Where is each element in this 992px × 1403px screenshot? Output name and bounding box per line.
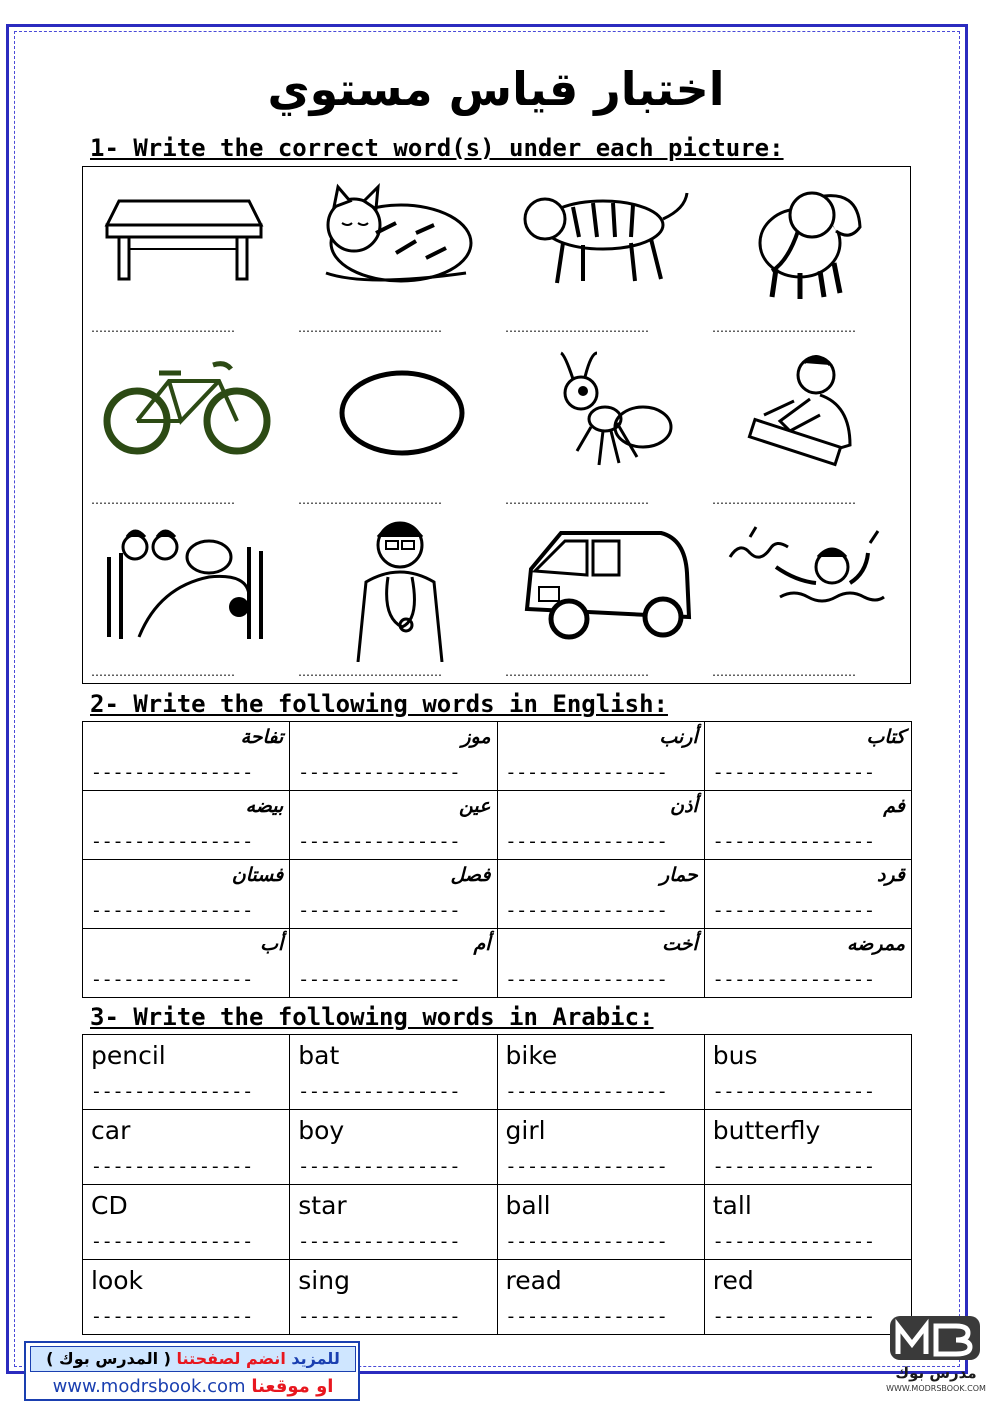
english-word: sing	[298, 1266, 350, 1295]
answer-line: ---------------	[712, 902, 875, 922]
answer-line: ---------------	[91, 902, 254, 922]
site-link[interactable]: www.modrsbook.com	[52, 1376, 246, 1397]
answer-line: ---------------	[505, 1233, 668, 1253]
elephant-icon	[720, 173, 890, 303]
picture-cell	[704, 339, 911, 511]
answer-line: ---------------	[91, 1083, 254, 1103]
table-cell[interactable]	[497, 929, 704, 998]
picture-cell	[83, 339, 290, 511]
picture-cell	[83, 511, 290, 683]
table-cell[interactable]	[497, 791, 704, 860]
table-cell[interactable]	[497, 1035, 704, 1110]
table-row	[83, 791, 912, 860]
table-row	[83, 722, 912, 791]
answer-line: ---------------	[91, 1308, 254, 1328]
table-icon	[99, 173, 269, 293]
answer-line[interactable]: ………………………………	[298, 665, 442, 679]
arabic-word: كتاب	[866, 726, 905, 748]
english-word: ball	[505, 1191, 551, 1220]
zoo-icon	[99, 517, 274, 647]
arabic-word: أخت	[662, 933, 698, 955]
answer-line: ---------------	[298, 902, 461, 922]
answer-line[interactable]: ………………………………	[505, 321, 649, 335]
arabic-word: أذن	[670, 795, 698, 817]
table-cell[interactable]	[497, 860, 704, 929]
arabic-word: ممرضه	[847, 933, 905, 955]
picture-cell	[497, 511, 704, 683]
cat-icon	[306, 173, 476, 293]
answer-line[interactable]: ………………………………	[505, 665, 649, 679]
picture-cell	[290, 511, 497, 683]
section3-heading: 3- Write the following words in Arabic:	[90, 1003, 654, 1031]
arabic-word: تفاحة	[240, 726, 284, 748]
answer-line[interactable]: ………………………………	[91, 665, 235, 679]
answer-line[interactable]: ………………………………	[712, 493, 856, 507]
answer-line: ---------------	[298, 971, 461, 991]
arabic-word: بيضه	[245, 795, 284, 817]
answer-line: ---------------	[91, 1158, 254, 1178]
table-row	[83, 1110, 912, 1185]
table-cell[interactable]	[83, 1035, 290, 1110]
section2-heading: 2- Write the following words in English:	[90, 690, 668, 718]
answer-line[interactable]: ………………………………	[505, 493, 649, 507]
table-cell[interactable]	[83, 722, 290, 791]
english-word: star	[298, 1191, 347, 1220]
answer-line: ---------------	[298, 1308, 461, 1328]
table-cell[interactable]	[290, 1110, 497, 1185]
answer-line: ---------------	[712, 764, 875, 784]
answer-line: ---------------	[505, 1083, 668, 1103]
banner-url-row	[30, 1375, 356, 1399]
arabic-word: فصل	[450, 864, 491, 886]
arabic-word: قرد	[876, 864, 905, 886]
english-word: butterfly	[712, 1116, 821, 1145]
tiger-icon	[513, 173, 693, 293]
arabic-word: أب	[260, 933, 284, 955]
table-cell[interactable]	[704, 1185, 911, 1260]
table-row	[83, 1035, 912, 1110]
answer-line: ---------------	[505, 1308, 668, 1328]
ant-icon	[513, 345, 683, 475]
table-cell[interactable]	[704, 1035, 911, 1110]
answer-line: ---------------	[712, 833, 875, 853]
banner-or-site: او موقعنا	[251, 1376, 334, 1397]
answer-line: ---------------	[91, 833, 254, 853]
table-cell[interactable]	[290, 1185, 497, 1260]
answer-line[interactable]: ………………………………	[298, 321, 442, 335]
english-word: bike	[505, 1041, 558, 1070]
oval-icon	[306, 345, 476, 465]
table-cell[interactable]	[290, 791, 497, 860]
answer-line[interactable]: ………………………………	[712, 665, 856, 679]
table-cell[interactable]	[704, 722, 911, 791]
section1-heading: 1- Write the correct word(s) under each picture:	[90, 134, 784, 162]
banner-join-text	[30, 1346, 356, 1372]
table-cell[interactable]	[83, 860, 290, 929]
picture-cell	[704, 167, 911, 339]
answer-line[interactable]: ………………………………	[91, 493, 235, 507]
table-cell[interactable]	[83, 929, 290, 998]
answer-line: ---------------	[91, 1233, 254, 1253]
table-cell[interactable]	[290, 1260, 497, 1335]
table-cell[interactable]	[704, 1110, 911, 1185]
arabic-word: أم	[473, 933, 491, 955]
table-row	[83, 1260, 912, 1335]
answer-line[interactable]: ………………………………	[712, 321, 856, 335]
arabic-word: موز	[461, 726, 491, 748]
answer-line: ---------------	[91, 764, 254, 784]
answer-line: ---------------	[298, 764, 461, 784]
table-row	[83, 860, 912, 929]
banner-more: للمزيد	[291, 1349, 340, 1368]
answer-line: ---------------	[712, 971, 875, 991]
arabic-word: فم	[883, 795, 905, 817]
arabic-word: أرنب	[659, 726, 698, 748]
answer-line[interactable]: ………………………………	[91, 321, 235, 335]
english-word: tall	[712, 1191, 752, 1220]
answer-line: ---------------	[298, 1233, 461, 1253]
english-word: read	[505, 1266, 562, 1295]
banner-join: انضم لصفحتنا	[176, 1349, 286, 1368]
table-cell[interactable]	[290, 860, 497, 929]
arabic-word: عين	[458, 795, 491, 817]
english-word: CD	[91, 1191, 128, 1220]
answer-line[interactable]: ………………………………	[298, 493, 442, 507]
table-cell[interactable]	[704, 860, 911, 929]
promo-banner[interactable]	[24, 1341, 360, 1401]
arabic-words-table	[82, 1034, 912, 1335]
answer-line: ---------------	[505, 764, 668, 784]
answer-line: ---------------	[712, 1233, 875, 1253]
table-row	[83, 929, 912, 998]
banner-page-name: ( المدرس بوك )	[46, 1349, 171, 1368]
page-title: اختبار قياس مستوي	[267, 62, 725, 116]
picture-cell	[497, 167, 704, 339]
answer-line: ---------------	[505, 1158, 668, 1178]
table-cell[interactable]	[83, 1110, 290, 1185]
bicycle-icon	[99, 345, 274, 465]
table-cell[interactable]	[290, 722, 497, 791]
arabic-word: فستان	[231, 864, 284, 886]
english-word: red	[712, 1266, 754, 1295]
table-cell[interactable]	[704, 929, 911, 998]
english-word: girl	[505, 1116, 546, 1145]
table-cell[interactable]	[497, 1260, 704, 1335]
arabic-word: حمار	[660, 864, 698, 886]
table-row	[83, 1185, 912, 1260]
answer-line: ---------------	[505, 971, 668, 991]
picture-cell	[83, 167, 290, 339]
table-cell[interactable]	[83, 1185, 290, 1260]
english-word: car	[91, 1116, 131, 1145]
answer-line: ---------------	[298, 1083, 461, 1103]
answer-line: ---------------	[712, 1083, 875, 1103]
picture-grid	[82, 166, 911, 684]
answer-line: ---------------	[505, 833, 668, 853]
carpenter-icon	[720, 345, 890, 475]
answer-line: ---------------	[712, 1308, 875, 1328]
table-cell[interactable]	[83, 791, 290, 860]
english-words-table	[82, 721, 912, 998]
english-word: pencil	[91, 1041, 166, 1070]
logo-text: مدرس بوك	[895, 1364, 977, 1382]
table-cell[interactable]	[497, 722, 704, 791]
table-cell[interactable]	[83, 1260, 290, 1335]
answer-line: ---------------	[298, 833, 461, 853]
english-word: look	[91, 1266, 144, 1295]
swimmer-icon	[720, 517, 895, 637]
answer-line: ---------------	[712, 1158, 875, 1178]
picture-cell	[704, 511, 911, 683]
english-word: bus	[712, 1041, 758, 1070]
table-cell[interactable]	[290, 1035, 497, 1110]
table-cell[interactable]	[290, 929, 497, 998]
table-cell[interactable]	[704, 791, 911, 860]
van-icon	[513, 517, 698, 647]
doctor-icon	[306, 517, 476, 662]
logo-url: WWW.MODRSBOOK.COM	[886, 1384, 986, 1393]
table-cell[interactable]	[497, 1110, 704, 1185]
picture-cell	[497, 339, 704, 511]
english-word: bat	[298, 1041, 340, 1070]
answer-line: ---------------	[298, 1158, 461, 1178]
answer-line: ---------------	[505, 902, 668, 922]
answer-line: ---------------	[91, 971, 254, 991]
table-cell[interactable]	[497, 1185, 704, 1260]
picture-cell	[290, 339, 497, 511]
picture-cell	[290, 167, 497, 339]
english-word: boy	[298, 1116, 345, 1145]
